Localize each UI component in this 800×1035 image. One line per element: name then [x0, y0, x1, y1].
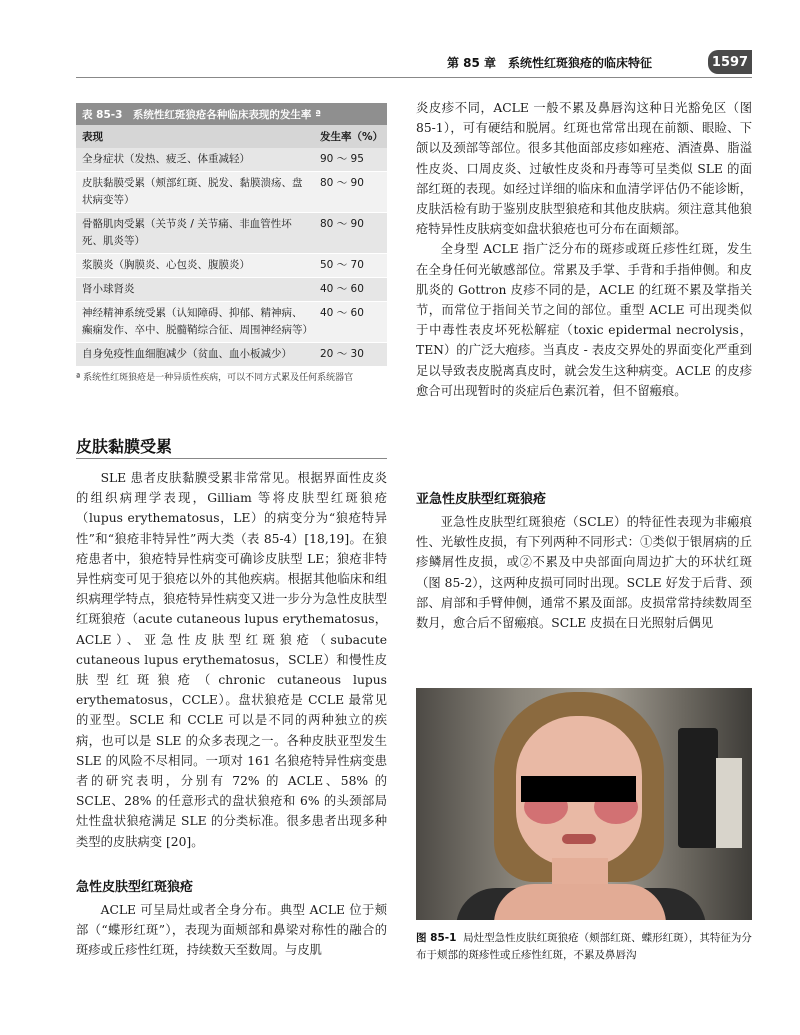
- table-row: [76, 172, 387, 213]
- table-row: [76, 148, 387, 172]
- header-rule: [76, 77, 752, 78]
- acle-text-left: ACLE 可呈局灶或者全身分布。典型 ACLE 位于颊部（“蝶形红斑”），表现为面颊部和鼻梁对称性的融合的斑疹或丘疹性红斑，持续数天至数周。与皮肌: [76, 903, 387, 958]
- col-feature-header: 表现: [82, 131, 103, 143]
- otoscope-equipment: [678, 728, 718, 848]
- intro-text: SLE 患者皮肤黏膜受累非常常见。根据界面性皮炎的组织病理学表现，Gilliam 等将皮肤型红斑狼疮（lupus erythematosus，LE）的病变分为“狼疮特异性”和“狼疮非特异性”两大类（表 85-4）[18,19]。在狼疮患者中，狼疮特异性病变可确诊皮肤型 LE；狼疮非特异性病变可见于狼疮以外的其他疾病。根据其他临床和组织病理学特点，狼疮特异性病变又进一步分为急性皮肤型红斑狼疮（acute cutaneous lupus erythematosus，ACLE）、亚急性皮肤型红斑狼疮（subacute cutaneous lupus erythematosus，SCLE）和慢性皮肤型红斑狼疮（chronic cutaneous lupus erythematosus，CCLE）。盘状狼疮是 CCLE 最常见的亚型。SCLE 和 CCLE 可以是不同的两种独立的疾病，也可以是 SLE 的众多表现之一。各种皮肤亚型发生 SLE 的风险不尽相同。一项对 161 名狼疮特异性病变患者的研究表明，分别有 72% 的 ACLE、58% 的 SCLE、28% 的任意形式的盘状狼疮和 6% 的头颈部局灶性盘状狼疮满足 SLE 的分类标准。很多患者出现多种类型的皮肤病变 [20]。: [76, 471, 387, 849]
- section-rule: [76, 458, 387, 459]
- page-number: 1597: [708, 50, 752, 74]
- table-row: [76, 302, 387, 343]
- table-85-3: [76, 103, 387, 385]
- feature-cell: 全身症状（发热、疲乏、体重减轻）: [82, 153, 250, 165]
- acle-paragraph-right: [416, 98, 752, 401]
- feature-cell: 浆膜炎（胸膜炎、心包炎、腹膜炎）: [82, 259, 250, 271]
- section-intro-paragraph: [76, 468, 387, 852]
- feature-cell: 自身免疫性血细胞减少（贫血、血小板减少）: [82, 348, 292, 360]
- rate-cell: 40 ～ 60: [320, 283, 364, 295]
- running-header: 第 85 章 系统性红斑狼疮的临床特征: [447, 56, 653, 70]
- rate-cell: 90 ～ 95: [320, 153, 364, 165]
- feature-cell: 皮肤黏膜受累（颊部红斑、脱发、黏膜溃疡、盘状病变等）: [82, 177, 303, 206]
- feature-cell: 肾小球肾炎: [82, 283, 135, 295]
- table-row: [76, 343, 387, 367]
- acle-paragraph-left: [76, 900, 387, 961]
- acle-heading: 急性皮肤型红斑狼疮: [76, 880, 194, 895]
- scle-text: 亚急性皮肤型红斑狼疮（SCLE）的特征性表现为非瘢痕性、光敏性皮损，有下列两种不同形式：①类似于银屑病的丘疹鳞屑性皮损，或②不累及中央部面向周边扩大的环状红斑（图 85-2），这两种皮损可同时出现。SCLE 好发于后背、颈部、肩部和手臂伸侧，通常不累及面部。皮损常常持续数周至数月，愈合后不留瘢痕。SCLE 皮损在日光照射后偶见: [416, 515, 752, 631]
- rate-cell: 20 ～ 30: [320, 348, 364, 360]
- rate-cell: 40 ～ 60: [320, 307, 364, 319]
- feature-cell: 骨骼肌肉受累（关节炎 / 关节痛、非血管性坏死、肌炎等）: [82, 218, 292, 247]
- scle-paragraph: [416, 512, 752, 633]
- scle-heading: 亚急性皮肤型红斑狼疮: [416, 492, 547, 507]
- acle-text-right-1: 炎皮疹不同，ACLE 一般不累及鼻唇沟这种日光豁免区（图 85-1），可有硬结和脱屑。红斑也常常出现在前额、眼睑、下颌以及颈部等部位。很多其他面部皮疹如痤疮、酒渣鼻、脂溢性皮炎、口周皮炎、过敏性皮炎和丹毒等可呈类似 SLE 的面部红斑的表现。如经过详细的临床和血清学评估仍不能诊断，皮肤活检有助于鉴别皮肤型狼疮和其他皮肤病。须注意其他狼疮特异性皮肤病变如盘状狼疮也可分布在面颊部。: [416, 101, 752, 237]
- figure-caption-text: 局灶型急性皮肤红斑狼疮（颊部红斑、蝶形红斑），其特征为分布于颊部的斑疹性或丘疹性红斑，不累及鼻唇沟: [416, 932, 752, 961]
- col-rate-header: 发生率（%）: [320, 131, 384, 143]
- table-row: [76, 254, 387, 278]
- patient-mouth: [562, 834, 596, 844]
- table-row: [76, 278, 387, 302]
- table-row: [76, 213, 387, 254]
- acle-text-right-2: 全身型 ACLE 指广泛分布的斑疹或斑丘疹性红斑，发生在全身任何光敏感部位。常累及手掌、手背和手指伸侧。和皮肌炎的 Gottron 皮疹不同的是，ACLE 的红斑不累及掌指关节，而常位于指间关节之间的部位。重型 ACLE 可出现类似于中毒性表皮坏死松解症（toxic epidermal necrolysis，TEN）的广泛大疱疹。当真皮 - 表皮交界处的界面变化严重到足以导致表皮脱离真皮时，就会发生这种病变。ACLE 的皮疹愈合可出现暂时的炎症后色素沉着，但不留瘢痕。: [416, 242, 752, 398]
- section-heading: 皮肤黏膜受累: [76, 437, 173, 456]
- table-footnote: ª 系统性红斑狼疮是一种异质性疾病，可以不同方式累及任何系统器官: [76, 373, 354, 383]
- table-title: 表 85-3 系统性红斑狼疮各种临床表现的发生率 ª: [76, 103, 387, 125]
- figure-85-1-photo: [416, 688, 752, 920]
- figure-caption: [416, 930, 752, 964]
- table-header-row: [76, 125, 387, 148]
- rate-cell: 80 ～ 90: [320, 177, 364, 189]
- figure-label: 图 85-1: [416, 932, 457, 944]
- eye-censor-bar: [521, 776, 636, 802]
- rate-cell: 80 ～ 90: [320, 218, 364, 230]
- rate-cell: 50 ～ 70: [320, 259, 364, 271]
- feature-cell: 神经精神系统受累（认知障碍、抑郁、精神病、癫痫发作、卒中、脱髓鞘综合征、周围神经病等）: [82, 307, 313, 336]
